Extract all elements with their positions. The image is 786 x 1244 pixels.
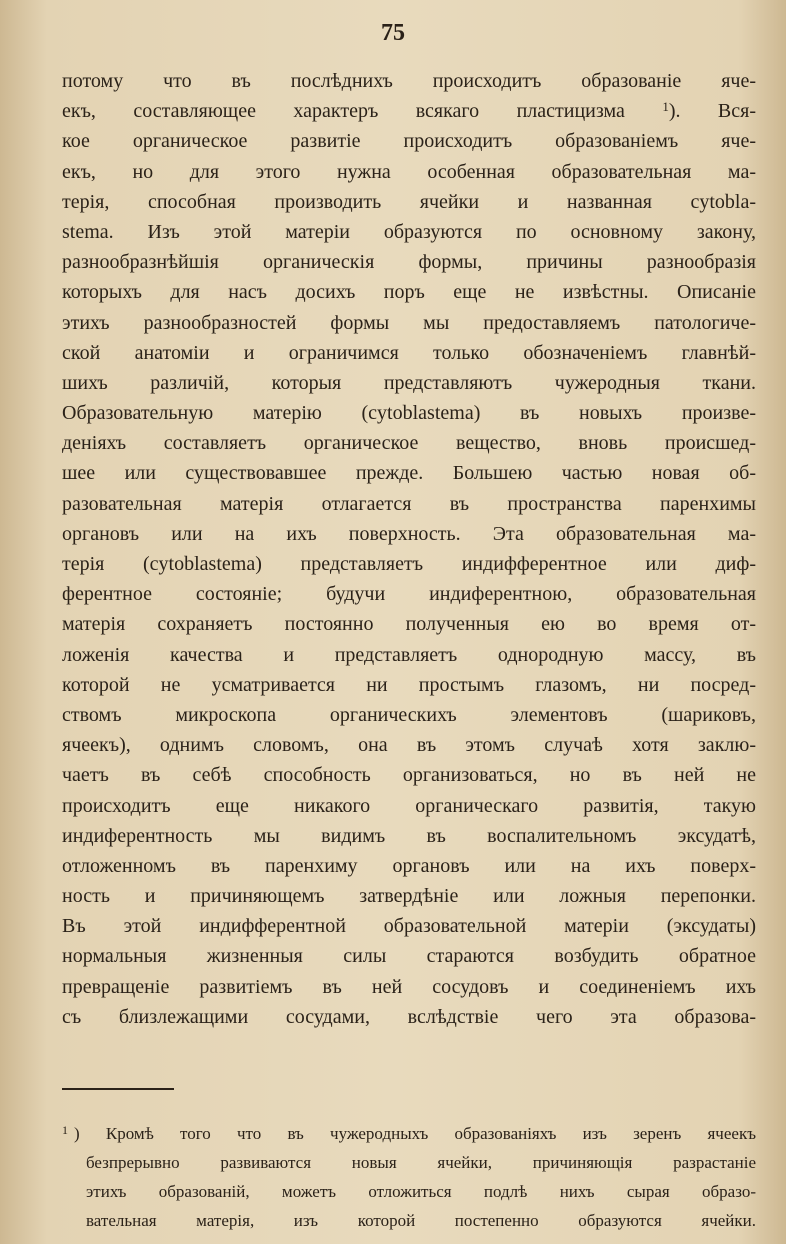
- text-line: чаетъ въ себѣ способность организоваться, но въ ней не: [62, 764, 756, 787]
- text-line: шее или существовавшее прежде. Большею частью новая об-: [62, 462, 756, 485]
- text-line: индиферентность мы видимъ въ воспалительномъ эксудатѣ,: [62, 824, 756, 847]
- text-line: происходитъ еще никакого органическаго развитія, такую: [62, 794, 756, 817]
- text-line: разовательная матерія отлагается въ пространства паренхимы: [62, 492, 756, 515]
- text-line-end: ). Вся-: [668, 100, 756, 123]
- text-line: отложенномъ въ паренхиму органовъ или на ихъ поверх-: [62, 854, 756, 877]
- text-line: превращеніе развитіемъ въ ней сосудовъ и соединеніемъ ихъ: [62, 975, 756, 998]
- text-line: потому что въ послѣднихъ происходитъ образованіе яче-: [62, 70, 756, 92]
- footnote-line: вательная матерія, изъ которой постепенно образуются ячейки.: [86, 1211, 756, 1230]
- text-line: ложенія качества и представляетъ однородную массу, въ: [62, 643, 756, 666]
- text-line: которой не усматривается ни простымъ глазомъ, ни посред-: [62, 673, 756, 696]
- text-line: матерія сохраняетъ постоянно полученныя ею во время от-: [62, 613, 756, 636]
- footnote-line-text: ) Кромѣ того что въ чужеродныхъ образованіяхъ изъ зеренъ ячеекъ: [74, 1124, 756, 1143]
- text-line: кое органическое развитіе происходитъ образованіемъ яче-: [62, 130, 756, 153]
- text-line: [62, 96, 756, 126]
- footnote-line: безпрерывно развиваются новыя ячейки, причиняющія разрастаніе: [86, 1153, 756, 1172]
- footnote-divider: [62, 1088, 174, 1090]
- text-line: разнообразнѣйшія органическія формы, причины разнообразія: [62, 251, 756, 274]
- text-line: ность и причиняющемъ затвердѣніе или ложныя перепонки.: [62, 885, 756, 908]
- text-line: органовъ или на ихъ поверхность. Эта образовательная ма-: [62, 522, 756, 545]
- text-line: ской анатоміи и ограничимся только обозначеніемъ главнѣй-: [62, 341, 756, 364]
- text-line: которыхъ для насъ досихъ поръ еще не извѣстны. Описаніе: [62, 281, 756, 304]
- text-line: Образовательную матерію (cytoblastema) въ новыхъ произве-: [62, 402, 756, 425]
- text-line: екъ, но для этого нужна особенная образовательная ма-: [62, 160, 756, 183]
- footnote-reference[interactable]: 1: [662, 99, 669, 115]
- footnote: [62, 1119, 756, 1235]
- text-line: съ близлежащими сосудами, вслѣдствіе чего эта образова-: [62, 1005, 756, 1028]
- text-line: ячеекъ), однимъ словомъ, она въ этомъ случаѣ хотя заклю-: [62, 734, 756, 757]
- text-line: ферентное состояніе; будучи индиферентною, образовательная: [62, 583, 756, 606]
- text-line: stema. Изъ этой матеріи образуются по основному закону,: [62, 220, 756, 243]
- text-line: деніяхъ составляетъ органическое вещество, вновь происшед-: [62, 432, 756, 455]
- text-line: терія (cytoblastema) представляетъ индифферентное или диф-: [62, 553, 756, 575]
- text-line-start: екъ, составляющее характеръ всякаго пластицизма: [62, 100, 625, 123]
- text-line: шихъ различій, которыя представляютъ чужеродныя ткани.: [62, 371, 756, 394]
- text-line: нормальныя жизненныя силы стараются возбудить обратное: [62, 945, 756, 968]
- footnote-line: этихъ образованій, можетъ отложиться подлѣ нихъ сырая образо-: [86, 1182, 756, 1201]
- text-line: ствомъ микроскопа органическихъ элементовъ (шариковъ,: [62, 703, 756, 726]
- footnote-marker: 1: [62, 1123, 68, 1137]
- text-line: терія, способная производить ячейки и названная cytobla-: [62, 190, 756, 213]
- text-line: этихъ разнообразностей формы мы предоставляемъ патологиче-: [62, 311, 756, 334]
- text-line: Въ этой индифферентной образовательной матеріи (эксудаты): [62, 915, 756, 938]
- main-text: [62, 66, 756, 1032]
- footnote-line: [62, 1119, 756, 1148]
- page-number: 75: [381, 20, 405, 46]
